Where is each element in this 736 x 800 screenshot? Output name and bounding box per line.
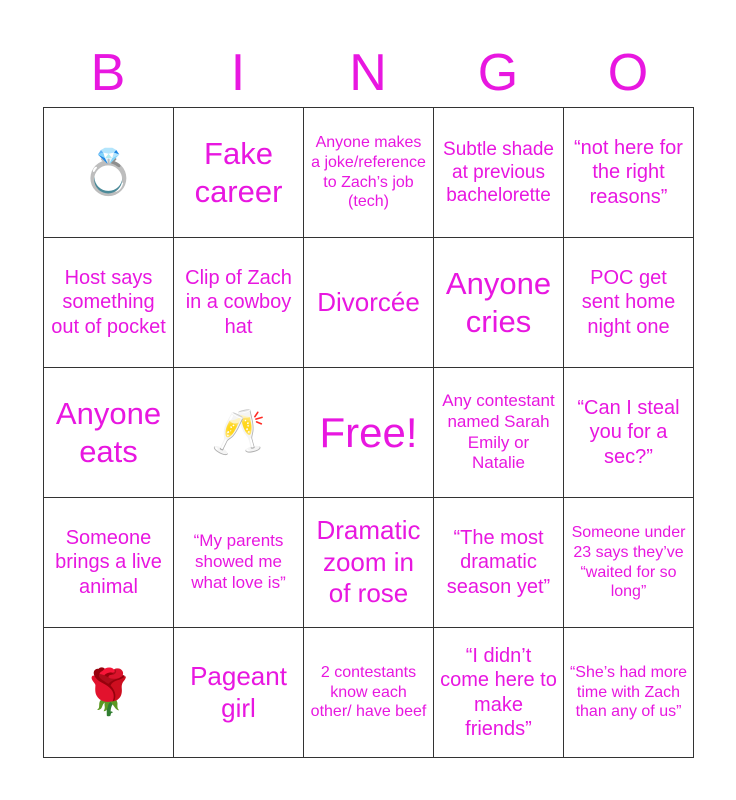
champagne-toast-icon: 🥂 [211,406,266,458]
bingo-board [43,107,694,758]
board-row [44,628,694,758]
title-letter-o: O [607,44,649,102]
bingo-cell[interactable]: Someone brings a live animal [44,498,174,628]
title-letter-b: B [90,44,126,102]
bingo-title [43,40,693,106]
bingo-cell[interactable]: “The most dramatic season yet” [434,498,564,628]
bingo-cell[interactable]: Host says something out of pocket [44,238,174,368]
bingo-cell[interactable]: “I didn’t come here to make friends” [434,628,564,758]
bingo-cell[interactable]: Anyone eats [44,368,174,498]
bingo-cell[interactable]: POC get sent home night one [564,238,694,368]
title-letter-g: G [477,44,519,102]
bingo-cell[interactable]: Someone under 23 says they’ve “waited for so long” [564,498,694,628]
free-space-cell[interactable]: Free! [304,368,434,498]
bingo-cell[interactable]: Pageant girl [174,628,304,758]
bingo-cell[interactable]: Fake career [174,108,304,238]
bingo-cell[interactable]: “My parents showed me what love is” [174,498,304,628]
board-row [44,108,694,238]
bingo-cell[interactable]: Divorcée [304,238,434,368]
board-row [44,238,694,368]
bingo-cell-ring[interactable] [44,108,174,238]
ring-icon: 💍 [81,146,136,198]
bingo-cell[interactable]: “Can I steal you for a sec?” [564,368,694,498]
bingo-cell[interactable]: Clip of Zach in a cowboy hat [174,238,304,368]
bingo-cell-champagne[interactable] [174,368,304,498]
title-letter-n: N [349,44,387,102]
bingo-cell[interactable]: “She’s had more time with Zach than any of us” [564,628,694,758]
bingo-cell[interactable]: 2 contestants know each other/ have beef [304,628,434,758]
rose-icon: 🌹 [81,666,136,718]
bingo-cell[interactable]: Any contestant named Sarah Emily or Natalie [434,368,564,498]
title-letter-i: I [230,44,246,102]
bingo-cell[interactable]: Anyone cries [434,238,564,368]
board-row [44,368,694,498]
bingo-cell[interactable]: Dramatic zoom in of rose [304,498,434,628]
board-row [44,498,694,628]
bingo-cell-rose[interactable] [44,628,174,758]
bingo-cell[interactable]: Anyone makes a joke/reference to Zach’s job (tech) [304,108,434,238]
bingo-cell[interactable]: Subtle shade at previous bachelorette [434,108,564,238]
bingo-cell[interactable]: “not here for the right reasons” [564,108,694,238]
